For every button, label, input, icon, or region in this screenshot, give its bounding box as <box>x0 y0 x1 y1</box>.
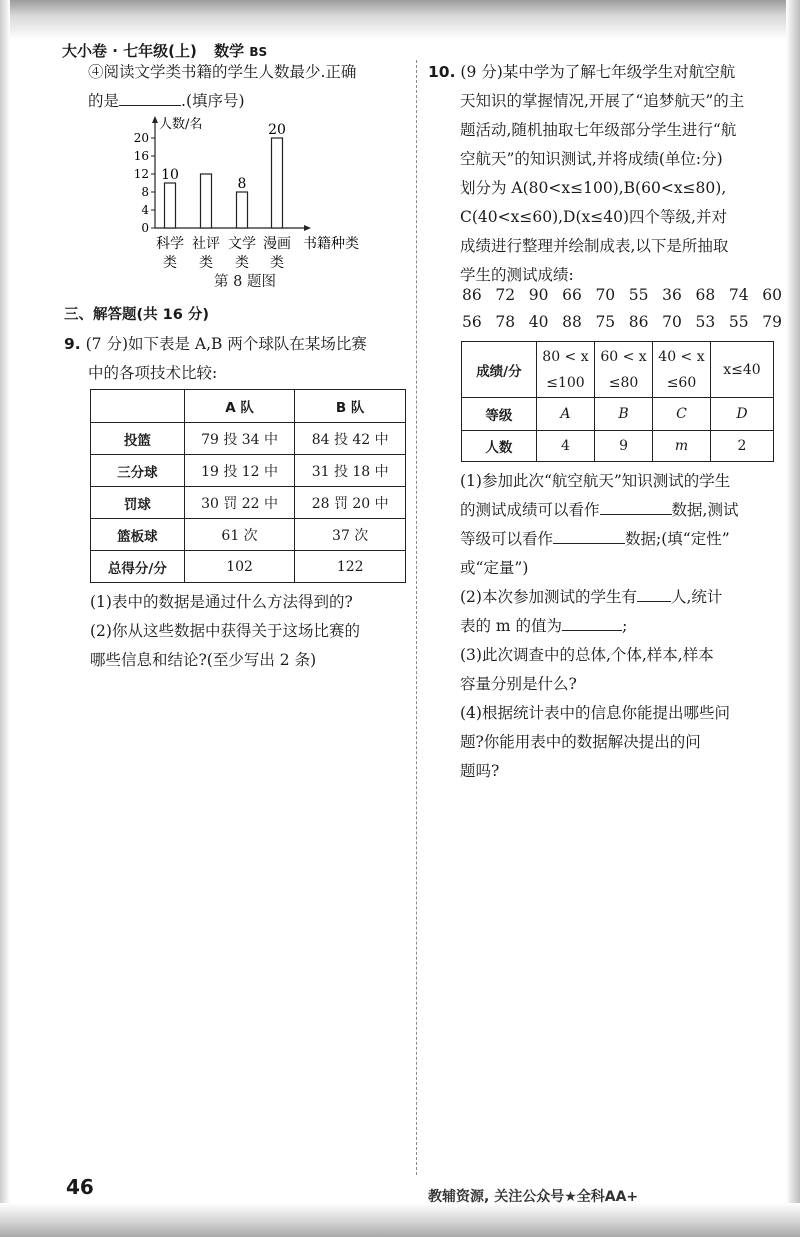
range-a-bottom: ≤100 <box>546 374 585 391</box>
score-value: 70 <box>595 286 616 304</box>
sub1b-post: 数据,测试 <box>671 501 739 519</box>
score-value: 72 <box>495 286 516 304</box>
q10-line: 学生的测试成绩: <box>460 266 574 284</box>
range-b-top: 60 < x <box>600 348 647 365</box>
range-a-top: 80 < x <box>542 348 589 365</box>
score-value: 36 <box>662 286 682 304</box>
q9-row-label: 投篮 <box>91 423 185 455</box>
page-edge-shadow-left <box>0 0 10 1237</box>
answer-suffix: .(填序号) <box>181 92 245 110</box>
q10-row-label-count: 人数 <box>462 431 537 462</box>
bar-value-label: 10 <box>161 167 179 183</box>
q10-table <box>461 341 774 462</box>
y-tick-label: 16 <box>133 149 149 163</box>
q9-number: 9. <box>64 335 81 353</box>
range-c-bottom: ≤60 <box>666 374 697 391</box>
q9-line-1 <box>64 330 367 359</box>
q10-line: 天知识的掌握情况,开展了“追梦航天”的主 <box>460 92 745 110</box>
q10-sub-1b <box>460 496 738 525</box>
range-b-cell <box>595 342 653 398</box>
score-value: 75 <box>595 313 616 331</box>
category-label-line2: 类 <box>270 255 284 271</box>
q10-line: 题活动,随机抽取七年级部分学生进行“航 <box>460 121 737 139</box>
q10-sub-3b: 容量分别是什么? <box>460 675 577 693</box>
y-axis-arrow <box>152 116 158 123</box>
sub2b-post: ; <box>622 617 628 635</box>
q9-row-label: 罚球 <box>91 487 185 519</box>
bar-3 <box>272 138 283 228</box>
q9-sub-2a: (2)你从这些数据中获得关于这场比赛的 <box>90 622 360 640</box>
q9-cell: 37 次 <box>295 519 406 551</box>
score-value: 66 <box>562 286 582 304</box>
q9-header-team-b: B 队 <box>295 390 406 423</box>
q10-sub-1a: (1)参加此次“航空航天”知识测试的学生 <box>460 472 731 490</box>
score-value: 90 <box>528 286 549 304</box>
bar-2 <box>237 192 248 228</box>
q9-cell: 122 <box>295 551 406 583</box>
score-value: 60 <box>762 286 782 304</box>
score-value: 55 <box>728 313 749 331</box>
q9-line-2: 中的各项技术比较: <box>88 364 218 382</box>
y-tick-label: 20 <box>133 131 149 145</box>
q8-option-4: ④阅读文学类书籍的学生人数最少.正确 <box>88 63 357 81</box>
range-b-bottom: ≤80 <box>608 374 639 391</box>
q9-table <box>90 389 406 583</box>
range-c-top: 40 < x <box>658 348 705 365</box>
page-number: 46 <box>66 1175 94 1199</box>
scores-row-2 <box>462 308 782 337</box>
blank-grade-data-type[interactable] <box>553 525 625 544</box>
y-axis-label: 人数/名 <box>159 117 203 132</box>
subject-title: 数学 <box>214 42 245 60</box>
q9-header-team-a: A 队 <box>184 390 295 423</box>
y-tick-label: 4 <box>141 203 149 217</box>
blank-m-value[interactable] <box>562 612 622 631</box>
sub2a-pre: (2)本次参加测试的学生有 <box>460 588 637 606</box>
category-label-line1: 科学 <box>156 236 184 252</box>
sub1c-post: 数据;(填“定性” <box>625 530 730 548</box>
sub1c-pre: 等级可以看作 <box>460 530 554 548</box>
category-label-line2: 类 <box>235 255 249 271</box>
edition-label: BS <box>249 45 268 59</box>
column-divider <box>416 60 417 1175</box>
q9-row-label: 总得分/分 <box>91 551 185 583</box>
bar-1 <box>201 174 212 228</box>
scores-row-1 <box>462 281 782 310</box>
bar-chart <box>125 112 385 272</box>
q10-line-1 <box>428 58 735 87</box>
answer-blank[interactable] <box>119 87 181 106</box>
q10-line: 成绩进行整理并绘制成表,以下是所抽取 <box>460 237 729 255</box>
score-value: 79 <box>762 313 782 331</box>
y-tick-label: 8 <box>141 185 149 199</box>
q9-row-label: 三分球 <box>91 455 185 487</box>
q10-sub-3a: (3)此次调查中的总体,个体,样本,样本 <box>460 646 714 664</box>
page-edge-shadow-top <box>0 0 800 40</box>
count-cell: 9 <box>595 431 653 462</box>
q10-number: 10. <box>428 63 456 81</box>
score-value: 53 <box>695 313 716 331</box>
q10-sub-4b: 题?你能用表中的数据解决提出的问 <box>460 733 701 751</box>
page-edge-shadow-right <box>786 0 800 1237</box>
q10-sub-2a <box>460 583 722 612</box>
q10-text-1: (9 分)某中学为了解七年级学生对航空航 <box>460 63 736 81</box>
q9-header-empty <box>91 390 185 423</box>
category-label-line2: 类 <box>163 255 177 271</box>
y-tick-label: 12 <box>133 167 149 181</box>
blank-student-count[interactable] <box>637 583 671 602</box>
sub2a-post: 人,统计 <box>670 588 723 606</box>
category-label-line1: 社评 <box>192 236 220 252</box>
q9-cell: 61 次 <box>184 519 295 551</box>
category-label-line1: 漫画 <box>263 236 291 252</box>
q10-sub-1c <box>460 525 730 554</box>
score-value: 88 <box>562 313 582 331</box>
range-c-cell <box>653 342 711 398</box>
q9-cell: 30 罚 22 中 <box>184 487 295 519</box>
count-cell: 2 <box>710 431 773 462</box>
sub1b-pre: 的测试成绩可以看作 <box>460 501 600 519</box>
bar-0 <box>165 183 176 228</box>
range-a-cell <box>536 342 594 398</box>
q10-line: 划分为 A(80<x≤100),B(60<x≤80), <box>460 179 727 197</box>
bar-value-label: 8 <box>237 176 247 192</box>
score-value: 86 <box>628 313 649 331</box>
score-value: 68 <box>695 286 716 304</box>
section-title: 三、解答题(共 16 分) <box>64 307 210 323</box>
q10-row-label-score: 成绩/分 <box>462 342 537 398</box>
score-value: 78 <box>495 313 516 331</box>
page-edge-shadow-bottom <box>0 1203 800 1237</box>
answer-prefix: 的是 <box>88 92 120 110</box>
q9-sub-2b: 哪些信息和结论?(至少写出 2 条) <box>90 651 317 669</box>
score-value: 86 <box>462 286 482 304</box>
score-value: 56 <box>462 313 482 331</box>
grade-cell: A <box>536 398 594 431</box>
count-cell: m <box>653 431 711 462</box>
grade-cell: C <box>653 398 711 431</box>
score-value: 40 <box>528 313 549 331</box>
sub2b-pre: 表的 m 的值为 <box>460 617 563 635</box>
range-d-cell: x≤40 <box>710 342 773 398</box>
category-label-line2: 类 <box>199 255 213 271</box>
y-tick-label: 0 <box>141 221 149 235</box>
x-axis-arrow <box>304 225 311 231</box>
q10-row-label-grade: 等级 <box>462 398 537 431</box>
figure-caption: 第 8 题图 <box>214 274 276 290</box>
q9-cell: 19 投 12 中 <box>184 455 295 487</box>
q10-sub-1d: 或“定量”) <box>460 559 529 577</box>
q9-cell: 31 投 18 中 <box>295 455 406 487</box>
score-value: 70 <box>662 313 682 331</box>
q9-text-1: (7 分)如下表是 A,B 两个球队在某场比赛 <box>85 335 367 353</box>
q9-cell: 102 <box>184 551 295 583</box>
footer-promo: 教辅资源, 关注公众号★全科AA+ <box>428 1189 639 1205</box>
series-title: 大小卷 · 七年级(上) <box>62 42 197 60</box>
count-cell: 4 <box>536 431 594 462</box>
score-value: 74 <box>728 286 749 304</box>
q9-cell: 84 投 42 中 <box>295 423 406 455</box>
q9-row-label: 篮板球 <box>91 519 185 551</box>
category-label-line1: 文学 <box>228 236 256 252</box>
score-value: 55 <box>628 286 649 304</box>
x-axis-label: 书籍种类 <box>303 236 359 252</box>
q10-line: C(40<x≤60),D(x≤40)四个等级,并对 <box>460 208 727 226</box>
q9-cell: 28 罚 20 中 <box>295 487 406 519</box>
q10-sub-4c: 题吗? <box>460 762 500 780</box>
q10-sub-2b <box>460 612 627 641</box>
q9-cell: 79 投 34 中 <box>184 423 295 455</box>
q10-line: 空航天”的知识测试,并将成绩(单位:分) <box>460 150 723 168</box>
q10-sub-4a: (4)根据统计表中的信息你能提出哪些问 <box>460 704 730 722</box>
q9-sub-1: (1)表中的数据是通过什么方法得到的? <box>90 593 353 611</box>
blank-score-data-type[interactable] <box>600 496 672 515</box>
grade-cell: D <box>710 398 773 431</box>
grade-cell: B <box>595 398 653 431</box>
bar-value-label: 20 <box>268 122 286 138</box>
